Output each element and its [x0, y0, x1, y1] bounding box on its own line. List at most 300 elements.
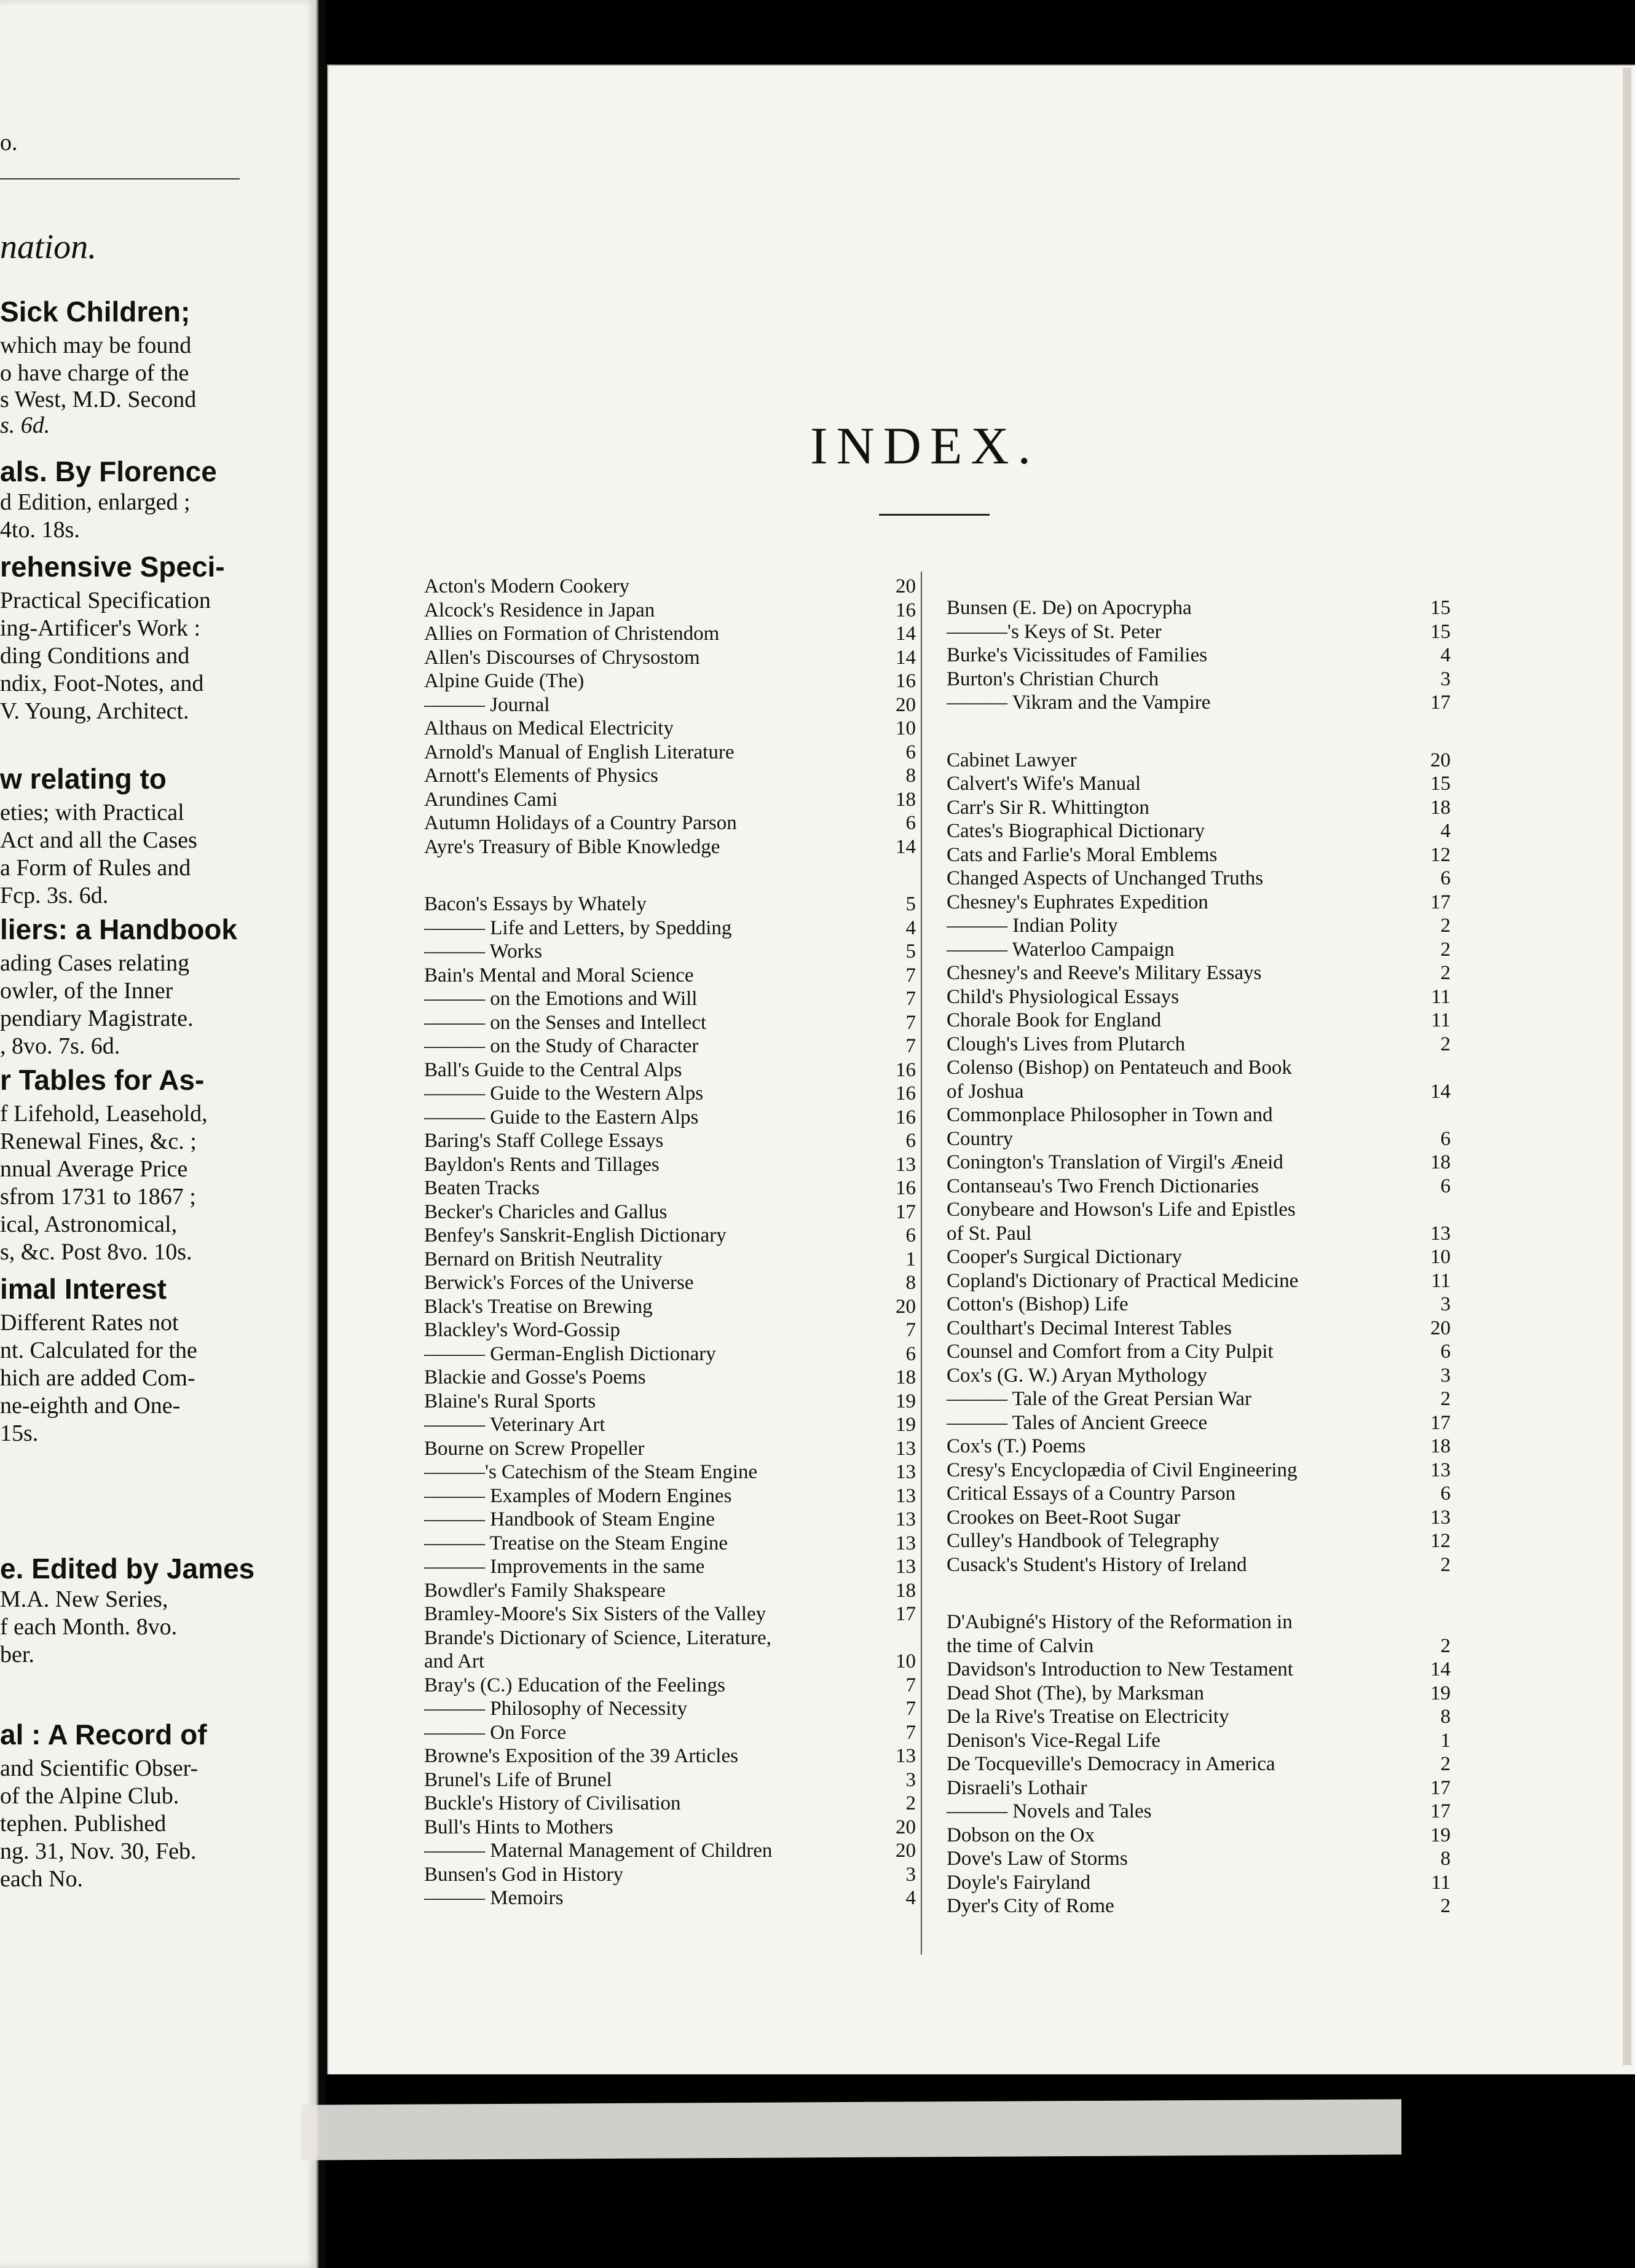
entry-title: Dove's Law of Storms: [947, 1848, 1128, 1870]
facing-page-row: [0, 670, 318, 697]
entry-page-number: 3: [1440, 1364, 1451, 1387]
index-entry: [424, 1555, 916, 1579]
entry-title: Allies on Formation of Christendom: [424, 623, 720, 645]
entry-page-number: 16: [896, 1058, 916, 1081]
index-entry: [947, 1435, 1451, 1459]
entry-page-number: 18: [896, 1366, 916, 1388]
entry-page-number: 5: [905, 940, 916, 963]
facing-page-line: Fcp. 3s. 6d.: [0, 883, 109, 908]
entry-page-number: 6: [905, 812, 916, 834]
index-entry: [947, 1033, 1451, 1057]
index-entry: [424, 1011, 916, 1035]
facing-page-row: [0, 1005, 318, 1032]
entry-page-number: 1: [905, 1248, 916, 1270]
entry-title: Changed Aspects of Unchanged Truths: [947, 867, 1264, 889]
index-entry: [424, 599, 916, 623]
index-entry: [424, 1839, 916, 1863]
facing-page-row: [0, 698, 318, 725]
entry-title: Althaus on Medical Electricity: [424, 717, 674, 739]
facing-page-line: Act and all the Cases: [0, 827, 197, 853]
index-entry: [424, 892, 916, 916]
entry-page-number: 2: [1440, 915, 1451, 937]
entry-page-number: 7: [905, 1674, 916, 1696]
facing-page-row: [0, 1128, 318, 1155]
facing-page-line: s, &c. Post 8vo. 10s.: [0, 1239, 192, 1265]
facing-page-line: f Lifehold, Leasehold,: [0, 1101, 208, 1127]
entry-page-number: 13: [896, 1461, 916, 1483]
index-entry: [947, 1871, 1451, 1895]
index-entry: [947, 596, 1451, 620]
entry-title: ——— Indian Polity: [947, 915, 1118, 937]
index-entry: [424, 1816, 916, 1840]
index-entry: [947, 1729, 1451, 1753]
facing-page-line: eties; with Practical: [0, 800, 184, 825]
entry-title: Commonplace Philosopher in Town and: [947, 1104, 1273, 1126]
facing-page-row: [0, 1211, 318, 1238]
entry-page-number: 14: [1430, 1658, 1451, 1680]
entry-title: Calvert's Wife's Manual: [947, 773, 1141, 795]
facing-page-line: als. By Florence: [0, 455, 217, 487]
facing-page-row: [0, 455, 318, 487]
entry-title: Brande's Dictionary of Science, Literature,: [424, 1626, 771, 1649]
index-entry: [947, 1056, 1451, 1080]
index-entry: [947, 1009, 1451, 1033]
facing-page-row: [0, 129, 318, 156]
section-gap: [947, 1577, 1451, 1610]
entry-page-number: 13: [896, 1532, 916, 1554]
column-divider: [921, 572, 922, 1955]
facing-page-line: 15s.: [0, 1420, 39, 1446]
entry-title: Cabinet Lawyer: [947, 749, 1077, 771]
entry-title: Blackley's Word-Gossip: [424, 1319, 620, 1341]
index-entry: [947, 796, 1451, 820]
entry-page-number: 13: [896, 1745, 916, 1767]
facing-page-row: [0, 386, 318, 413]
index-entry: [424, 1295, 916, 1319]
entry-title: Bunsen's God in History: [424, 1863, 624, 1886]
index-entry: [947, 1198, 1451, 1222]
entry-title: the time of Calvin: [947, 1634, 1094, 1657]
facing-page-line: Different Rates not: [0, 1310, 179, 1336]
entry-title: and Art: [424, 1650, 485, 1672]
facing-page-row: [0, 1238, 318, 1266]
index-entry: [947, 1610, 1451, 1634]
entry-page-number: 11: [1431, 1009, 1451, 1031]
facing-page-line: o.: [0, 130, 18, 156]
entry-title: Bayldon's Rents and Tillages: [424, 1153, 660, 1176]
entry-title: Buckle's History of Civilisation: [424, 1792, 681, 1814]
index-entry: [424, 835, 916, 859]
entry-title: ——— Veterinary Art: [424, 1414, 605, 1436]
index-entry: [424, 1674, 916, 1698]
facing-page-row: [0, 1641, 318, 1668]
index-entry: [947, 1103, 1451, 1127]
entry-title: ——— On Force: [424, 1721, 566, 1744]
entry-page-number: 16: [896, 1082, 916, 1104]
entry-page-number: 12: [1430, 843, 1451, 866]
entry-title: De Tocqueville's Democracy in America: [947, 1753, 1275, 1775]
entry-page-number: 13: [896, 1484, 916, 1507]
entry-title: Cotton's (Bishop) Life: [947, 1293, 1129, 1315]
entry-title: Dyer's City of Rome: [947, 1895, 1114, 1917]
entry-page-number: 4: [1440, 644, 1451, 666]
index-entry: [947, 1080, 1451, 1104]
index-entry: [424, 1271, 916, 1295]
index-entry: [424, 1176, 916, 1200]
index-entry: [947, 1175, 1451, 1199]
entry-page-number: 11: [1431, 985, 1451, 1008]
entry-page-number: 6: [1440, 867, 1451, 889]
entry-title: Chesney's and Reeve's Military Essays: [947, 962, 1262, 984]
index-entry: [424, 1342, 916, 1366]
entry-page-number: 8: [905, 765, 916, 787]
facing-page-line: f each Month. 8vo.: [0, 1614, 178, 1640]
facing-page-row: [0, 913, 318, 945]
facing-page-line: r Tables for As-: [0, 1064, 205, 1096]
index-entry: [424, 1460, 916, 1484]
index-entry: [424, 1248, 916, 1272]
entry-title: Denison's Vice-Regal Life: [947, 1729, 1160, 1752]
facing-page-row: [0, 412, 318, 439]
entry-page-number: 16: [896, 1106, 916, 1128]
entry-title: ——— Tales of Ancient Greece: [947, 1411, 1208, 1434]
index-entry: [424, 1200, 916, 1224]
facing-page-line: s West, M.D. Second: [0, 387, 197, 412]
facing-page-line: Renewal Fines, &c. ;: [0, 1128, 197, 1154]
entry-page-number: 13: [1430, 1459, 1451, 1481]
index-entry: [947, 1529, 1451, 1553]
entry-page-number: 20: [896, 1816, 916, 1838]
entry-title: Copland's Dictionary of Practical Medicine: [947, 1269, 1299, 1292]
facing-page-line: hich are added Com-: [0, 1365, 195, 1391]
entry-page-number: 6: [905, 1224, 916, 1246]
entry-page-number: 19: [1430, 1824, 1451, 1846]
facing-page-line: ading Cases relating: [0, 950, 190, 976]
facing-page-row: [0, 1033, 318, 1060]
entry-page-number: 19: [896, 1414, 916, 1436]
index-entry: [424, 1602, 916, 1626]
entry-title: Cox's (G. W.) Aryan Mythology: [947, 1364, 1207, 1387]
index-entry: [947, 1127, 1451, 1151]
book-gutter: [318, 0, 326, 2268]
header-rule: [0, 178, 240, 179]
facing-page-row: [0, 1275, 318, 1305]
index-entry: [947, 1269, 1451, 1293]
entry-title: of St. Paul: [947, 1222, 1032, 1245]
entry-page-number: 13: [896, 1556, 916, 1578]
index-entry: [947, 691, 1451, 715]
entry-title: Counsel and Comfort from a City Pulpit: [947, 1341, 1274, 1363]
entry-page-number: 2: [1440, 938, 1451, 961]
index-entry: [947, 891, 1451, 915]
index-entry: [947, 843, 1451, 867]
facing-page-row: [0, 360, 318, 387]
entry-title: Coulthart's Decimal Interest Tables: [947, 1317, 1232, 1339]
entry-page-number: 13: [896, 1153, 916, 1176]
facing-page-line: nt. Calculated for the: [0, 1337, 197, 1363]
index-entry: [947, 1340, 1451, 1364]
entry-title: Benfey's Sanskrit-English Dictionary: [424, 1224, 727, 1246]
index-entry: [424, 575, 916, 599]
facing-page-line: 4to. 18s.: [0, 517, 80, 543]
index-entry: [424, 1744, 916, 1768]
entry-page-number: 16: [896, 599, 916, 621]
index-entry: [947, 1894, 1451, 1918]
entry-title: ——— Philosophy of Necessity: [424, 1698, 688, 1720]
facing-page-line: Practical Specification: [0, 588, 211, 613]
entry-page-number: 17: [896, 1200, 916, 1223]
index-entry: [424, 1318, 916, 1342]
entry-page-number: 10: [1430, 1246, 1451, 1268]
index-entry: [947, 1387, 1451, 1411]
entry-title: Bramley-Moore's Six Sisters of the Valley: [424, 1603, 766, 1625]
facing-page-row: [0, 1721, 318, 1750]
facing-page-line: ber.: [0, 1642, 34, 1668]
entry-page-number: 7: [905, 1319, 916, 1341]
facing-page: [0, 0, 318, 2268]
entry-page-number: 10: [896, 1650, 916, 1672]
entry-title: Arnold's Manual of English Literature: [424, 741, 735, 763]
index-entry: [947, 1293, 1451, 1317]
index-entry: [947, 1459, 1451, 1482]
facing-page-row: [0, 489, 318, 516]
entry-page-number: 6: [1440, 1127, 1451, 1150]
facing-page-row: [0, 854, 318, 881]
facing-page-line: rehensive Speci-: [0, 551, 225, 583]
facing-page-row: [0, 332, 318, 359]
entry-title: ——— Vikram and the Vampire: [947, 691, 1211, 714]
entry-title: Carr's Sir R. Whittington: [947, 796, 1149, 819]
entry-title: Country: [947, 1127, 1014, 1150]
facing-page-row: [0, 1865, 318, 1892]
index-entry: [424, 1082, 916, 1106]
entry-title: ——— on the Study of Character: [424, 1035, 699, 1057]
entry-title: Becker's Charicles and Gallus: [424, 1200, 668, 1223]
entry-page-number: 11: [1431, 1871, 1451, 1894]
entry-title: Child's Physiological Essays: [947, 985, 1180, 1008]
index-entry: [947, 1634, 1451, 1658]
facing-page-row: [0, 1392, 318, 1419]
index-entry: [947, 1482, 1451, 1506]
entry-page-number: 18: [1430, 1435, 1451, 1457]
entry-page-number: 2: [1440, 1895, 1451, 1917]
facing-page-line: and Scientific Obser-: [0, 1755, 199, 1781]
entry-page-number: 14: [896, 646, 916, 669]
index-entry: [947, 1506, 1451, 1530]
entry-title: of Joshua: [947, 1080, 1024, 1103]
entry-page-number: 20: [1430, 1317, 1451, 1339]
index-entry: [947, 644, 1451, 667]
index-entry: [424, 1106, 916, 1130]
entry-page-number: 7: [905, 1011, 916, 1034]
index-entry: [947, 961, 1451, 985]
entry-page-number: 5: [905, 893, 916, 915]
facing-page-row: [0, 1309, 318, 1336]
entry-title: Baring's Staff College Essays: [424, 1130, 664, 1152]
index-entry: [424, 1792, 916, 1816]
index-entry: [424, 1721, 916, 1745]
entry-title: Chorale Book for England: [947, 1009, 1162, 1031]
entry-page-number: 17: [1430, 1776, 1451, 1799]
entry-page-number: 8: [1440, 1848, 1451, 1870]
entry-title: Dobson on the Ox: [947, 1824, 1095, 1846]
entry-page-number: 2: [905, 1792, 916, 1814]
entry-page-number: 18: [896, 788, 916, 811]
entry-page-number: 6: [1440, 1341, 1451, 1363]
entry-page-number: 6: [1440, 1175, 1451, 1197]
entry-page-number: 19: [1430, 1682, 1451, 1704]
entry-page-number: 15: [1430, 597, 1451, 619]
entry-page-number: 17: [1430, 1411, 1451, 1434]
index-column-2: [947, 596, 1451, 1918]
facing-page-row: [0, 553, 318, 583]
index-entry: [947, 667, 1451, 691]
facing-page-row: [0, 765, 318, 795]
entry-title: Brunel's Life of Brunel: [424, 1768, 612, 1791]
index-entry: [424, 1650, 916, 1674]
entry-page-number: 7: [905, 1721, 916, 1744]
index-entry: [947, 985, 1451, 1009]
facing-page-line: imal Interest: [0, 1273, 167, 1305]
index-entry: [947, 620, 1451, 644]
entry-title: ——— Handbook of Steam Engine: [424, 1508, 715, 1530]
entry-title: Cusack's Student's History of Ireland: [947, 1553, 1247, 1576]
entry-title: ——— Waterloo Campaign: [947, 938, 1175, 961]
facing-page-line: pendiary Magistrate.: [0, 1006, 194, 1031]
index-entry: [947, 1245, 1451, 1269]
entry-title: Autumn Holidays of a Country Parson: [424, 812, 737, 834]
page-edge: [1623, 68, 1631, 2065]
facing-page-row: [0, 799, 318, 826]
entry-page-number: 7: [905, 1035, 916, 1057]
entry-title: Disraeli's Lothair: [947, 1776, 1087, 1799]
entry-title: ——— German-English Dictionary: [424, 1342, 716, 1365]
index-entry: [424, 1579, 916, 1603]
entry-title: Bowdler's Family Shakspeare: [424, 1579, 666, 1602]
entry-title: ——— Maternal Management of Children: [424, 1840, 773, 1862]
entry-page-number: 10: [896, 717, 916, 739]
entry-title: Cox's (T.) Poems: [947, 1435, 1086, 1457]
entry-title: De la Rive's Treatise on Electricity: [947, 1706, 1229, 1728]
entry-title: Cooper's Surgical Dictionary: [947, 1246, 1182, 1268]
facing-page-row: [0, 1183, 318, 1210]
entry-page-number: 17: [896, 1603, 916, 1625]
index-entry: [424, 1058, 916, 1082]
index-entry: [424, 1768, 916, 1792]
entry-title: ——— Guide to the Western Alps: [424, 1082, 704, 1104]
index-entry: [424, 788, 916, 812]
index-entry: [947, 867, 1451, 891]
facing-page-line: a Form of Rules and: [0, 855, 191, 881]
facing-page-line: M.A. New Series,: [0, 1586, 168, 1612]
facing-page-row: [0, 516, 318, 543]
entry-title: ——— on the Emotions and Will: [424, 988, 698, 1010]
entry-title: Blackie and Gosse's Poems: [424, 1366, 646, 1388]
facing-page-row: [0, 615, 318, 642]
entry-title: ——— Novels and Tales: [947, 1800, 1152, 1822]
entry-page-number: 18: [1430, 1151, 1451, 1173]
entry-page-number: 20: [896, 693, 916, 716]
facing-page-row: [0, 827, 318, 854]
index-entry: [424, 1886, 916, 1910]
entry-page-number: 13: [896, 1437, 916, 1460]
entry-title: Cates's Biographical Dictionary: [947, 820, 1205, 842]
facing-page-row: [0, 1755, 318, 1782]
entry-page-number: 4: [1440, 820, 1451, 842]
entry-page-number: 2: [1440, 1753, 1451, 1775]
index-entry: [424, 669, 916, 693]
entry-page-number: 4: [905, 916, 916, 939]
entry-title: Bain's Mental and Moral Science: [424, 964, 694, 986]
facing-page-line: w relating to: [0, 763, 167, 795]
entry-title: Cats and Farlie's Moral Emblems: [947, 843, 1218, 866]
index-entry: [424, 693, 916, 717]
facing-page-row: [0, 1838, 318, 1865]
entry-page-number: 11: [1431, 1269, 1451, 1292]
facing-page-line: each No.: [0, 1866, 84, 1892]
facing-page-line: s. 6d.: [0, 412, 50, 438]
entry-title: Davidson's Introduction to New Testament: [947, 1658, 1293, 1680]
facing-page-row: [0, 642, 318, 669]
entry-page-number: 2: [1440, 1634, 1451, 1657]
facing-page-line: tephen. Published: [0, 1811, 167, 1837]
entry-title: Browne's Exposition of the 39 Articles: [424, 1745, 738, 1767]
entry-page-number: 2: [1440, 1553, 1451, 1576]
facing-page-row: [0, 587, 318, 614]
facing-page-line: ing-Artificer's Work :: [0, 615, 201, 641]
entry-page-number: 3: [905, 1863, 916, 1886]
facing-page-line: Sick Children;: [0, 296, 191, 328]
entry-page-number: 12: [1430, 1530, 1451, 1552]
entry-page-number: 15: [1430, 620, 1451, 643]
entry-page-number: 17: [1430, 891, 1451, 913]
entry-page-number: 18: [1430, 796, 1451, 819]
index-entry: [424, 1532, 916, 1556]
facing-page-row: [0, 1555, 318, 1585]
index-entry: [424, 1129, 916, 1153]
entry-title: ——— Tale of the Great Persian War: [947, 1388, 1251, 1410]
title-rule: [879, 514, 990, 516]
facing-page-line: owler, of the Inner: [0, 978, 173, 1004]
entry-title: Culley's Handbook of Telegraphy: [947, 1530, 1219, 1552]
index-entry: [947, 1364, 1451, 1388]
index-entry: [947, 1222, 1451, 1246]
index-entry: [424, 741, 916, 765]
facing-page-row: [0, 1156, 318, 1183]
entry-page-number: 20: [896, 1295, 916, 1318]
entry-page-number: 8: [1440, 1706, 1451, 1728]
entry-title: Beaten Tracks: [424, 1177, 540, 1199]
entry-page-number: 20: [1430, 749, 1451, 771]
index-entry: [424, 646, 916, 670]
entry-page-number: 14: [896, 623, 916, 645]
entry-page-number: 15: [1430, 773, 1451, 795]
entry-page-number: 13: [896, 1508, 916, 1530]
index-entry: [424, 1484, 916, 1508]
entry-title: ——— Journal: [424, 693, 550, 716]
index-entry: [947, 938, 1451, 962]
facing-page-line: nation.: [0, 228, 97, 266]
entry-title: Burke's Vicissitudes of Families: [947, 644, 1208, 666]
facing-page-line: ndix, Foot-Notes, and: [0, 671, 204, 696]
facing-page-row: [0, 882, 318, 909]
index-entry: [424, 811, 916, 835]
index-entry: [424, 1863, 916, 1887]
index-entry: [424, 1153, 916, 1177]
entry-title: Bernard on British Neutrality: [424, 1248, 663, 1270]
entry-title: Clough's Lives from Plutarch: [947, 1033, 1186, 1055]
entry-title: Arnott's Elements of Physics: [424, 765, 658, 787]
